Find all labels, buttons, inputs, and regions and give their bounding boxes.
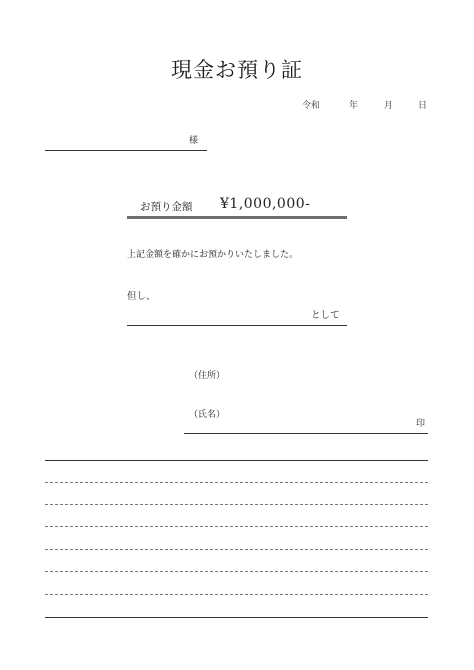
- name-label: （氏名）: [189, 410, 226, 420]
- memo-line: [45, 571, 428, 572]
- memo-line: [45, 594, 428, 595]
- proviso-label: 但し、: [127, 291, 156, 302]
- date-day-label: 日: [418, 101, 428, 111]
- recipient-name-line: [45, 150, 207, 151]
- memo-line: [45, 526, 428, 527]
- amount-value: ¥1,000,000-: [220, 196, 311, 212]
- memo-bottom-line: [45, 617, 428, 618]
- address-label: （住所）: [189, 371, 226, 381]
- date-era-label: 令和: [302, 101, 321, 111]
- proviso-line: [127, 325, 347, 326]
- date-month-label: 月: [384, 101, 394, 111]
- proviso-suffix: として: [311, 310, 340, 321]
- amount-label: お預り金額: [140, 201, 193, 213]
- amount-underline: [127, 216, 347, 219]
- seal-label: 印: [416, 419, 426, 429]
- document-title: 現金お預り証: [171, 58, 303, 82]
- memo-top-line: [45, 460, 428, 461]
- receipt-statement: 上記金額を確かにお預かりいたしました。: [127, 250, 299, 260]
- memo-line: [45, 504, 428, 505]
- date-year-label: 年: [349, 101, 359, 111]
- signature-line: [184, 433, 428, 434]
- memo-line: [45, 482, 428, 483]
- memo-line: [45, 549, 428, 550]
- recipient-honorific: 様: [189, 136, 199, 146]
